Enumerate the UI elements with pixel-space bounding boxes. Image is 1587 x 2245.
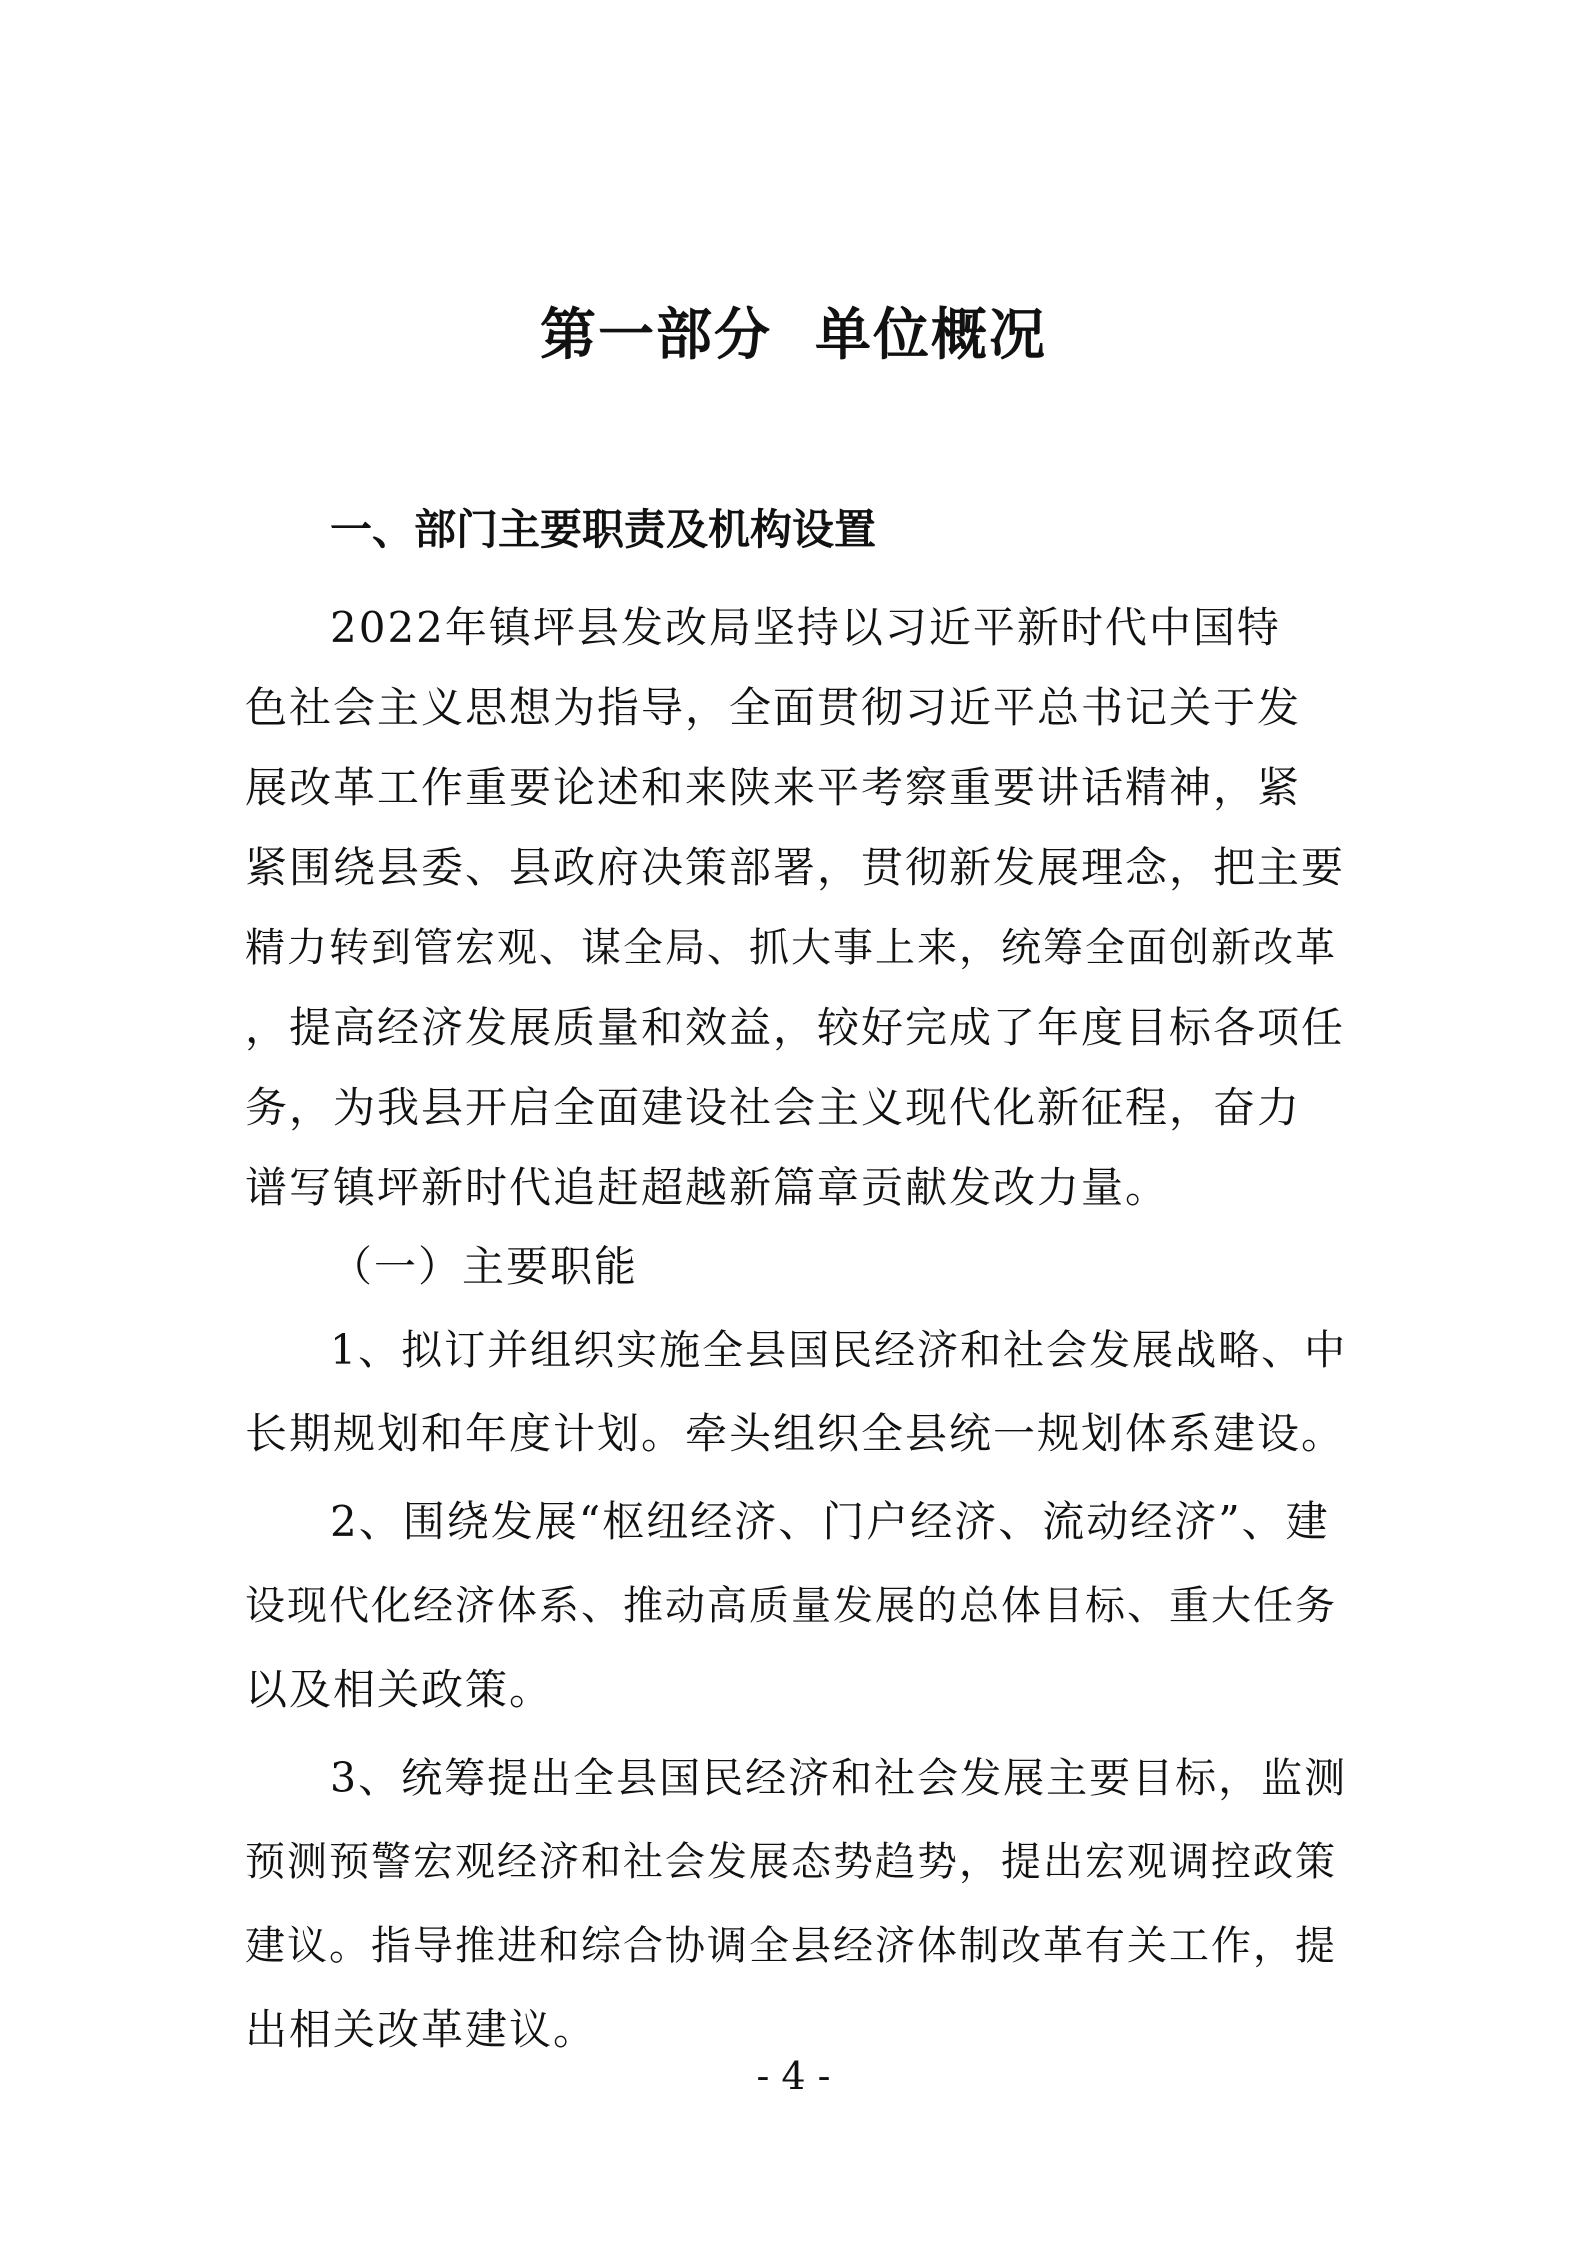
list-item-line: 2、围绕发展“枢纽经济、门户经济、流动经济”、建 xyxy=(330,1497,1330,1546)
paragraph-line: 紧围绕县委、县政府决策部署，贯彻新发展理念，把主要 xyxy=(245,843,1346,892)
list-item-line: 3、统筹提出全县国民经济和社会发展主要目标，监测 xyxy=(330,1754,1348,1802)
list-item-line: 建议。指导推进和综合协调全县经济体制改革有关工作，提 xyxy=(245,1923,1337,1969)
paragraph-line: ，提高经济发展质量和效益，较好完成了年度目标各项任 xyxy=(245,1003,1346,1052)
paragraph-line: 精力转到管宏观、谋全局、抓大事上来，统筹全面创新改革 xyxy=(245,925,1337,971)
page-title: 第一部分 单位概况 xyxy=(540,303,1047,368)
list-item-line: 设现代化经济体系、推动高质量发展的总体目标、重大任务 xyxy=(245,1583,1337,1629)
paragraph-line: 谱写镇坪新时代追赶超越新篇章贡献发改力量。 xyxy=(245,1163,1170,1212)
paragraph-line: 色社会主义思想为指导，全面贯彻习近平总书记关于发 xyxy=(245,683,1302,732)
list-item-line: 出相关改革建议。 xyxy=(245,2005,598,2054)
list-item-line: 以及相关政策。 xyxy=(245,1665,554,1714)
section-heading: 一、部门主要职责及机构设置 xyxy=(330,505,877,554)
paragraph-line: 2022年镇坪县发改局坚持以习近平新时代中国特 xyxy=(330,603,1281,652)
subheading: （一）主要职能 xyxy=(330,1242,639,1291)
list-item-line: 预测预警宏观经济和社会发展态势趋势，提出宏观调控政策 xyxy=(245,1839,1337,1885)
page-number: - 4 - xyxy=(756,2054,831,2098)
paragraph-line: 务，为我县开启全面建设社会主义现代化新征程，奋力 xyxy=(245,1083,1302,1132)
list-item-line: 1、拟订并组织实施全县国民经济和社会发展战略、中 xyxy=(330,1326,1348,1374)
list-item-line: 长期规划和年度计划。牵头组织全县统一规划体系建设。 xyxy=(245,1409,1346,1458)
paragraph-line: 展改革工作重要论述和来陕来平考察重要讲话精神，紧 xyxy=(245,763,1302,812)
